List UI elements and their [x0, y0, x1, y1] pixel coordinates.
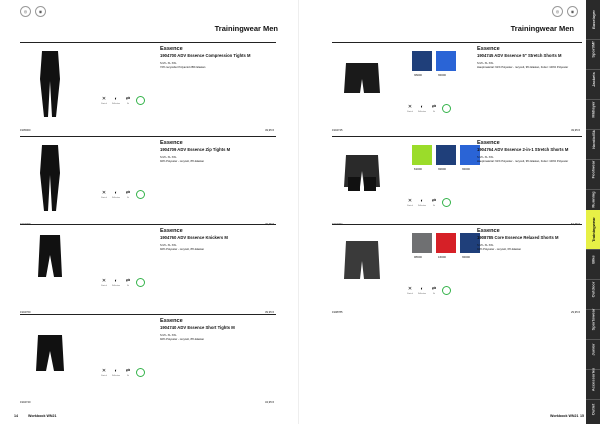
product-image-relaxed-shorts [342, 235, 382, 285]
article-number: 1904709 [20, 223, 31, 226]
product-material: 92% Polyester - recycelt, 8% Elastan [160, 338, 205, 341]
product-subtitle: 1908785 Core Essence Relaxed Shorts M [477, 235, 559, 240]
product-card[interactable] [332, 224, 582, 318]
feature-icons: ✕ Stretch ◐ Reflection ⇄ Fit [100, 367, 145, 377]
brand-seal-icon: ◉ [567, 6, 578, 17]
product-card[interactable] [20, 136, 276, 230]
product-sizes: S M L XL XXL [160, 244, 177, 247]
price: 29,95 € [571, 311, 580, 314]
stretch-icon: ✕ [407, 198, 413, 204]
recycled-icon [136, 278, 145, 287]
recycled-icon [442, 104, 451, 113]
product-image-stretch-shorts [342, 53, 382, 103]
logo-row [20, 6, 46, 17]
article-number: 1908785 [332, 311, 343, 314]
recycled-icon [136, 368, 145, 377]
article-number: 1905000 [20, 129, 31, 132]
product-card[interactable] [332, 136, 582, 230]
product-material: 94% Polyester - recycelt, 6% Elastan [477, 248, 522, 251]
product-name: Essence [160, 228, 183, 234]
reflection-icon: ◐ [420, 198, 424, 204]
article-number: 1904745 [332, 129, 343, 132]
page-title: Trainingwear Men [510, 24, 574, 33]
product-image-2in1-shorts [342, 147, 382, 197]
fit-icon: ⇄ [125, 278, 131, 284]
product-image-compression-tights [34, 49, 66, 119]
logo-row [552, 6, 578, 17]
reflection-icon: ◐ [114, 368, 118, 374]
product-subtitle: 1904764 ADV Essence 2-in-1 Stretch Shorts M [477, 147, 569, 152]
feature-icons: ✕ Stretch ◐ Reflection ⇄ Fit [406, 197, 451, 207]
product-name: Essence [477, 46, 500, 52]
reflection-icon: ◐ [420, 286, 424, 292]
category-index-sidebar [586, 0, 600, 424]
swatch-grey[interactable]: 985000 [412, 233, 432, 253]
product-card[interactable] [20, 224, 276, 318]
stretch-icon: ✕ [101, 368, 107, 374]
reflection-icon: ◐ [114, 190, 118, 196]
brand-seal-icon: ◉ [35, 6, 46, 17]
right-page [304, 0, 586, 424]
product-card[interactable] [20, 42, 276, 136]
article-number: 1904764 [332, 223, 343, 226]
page-number: 15 [580, 414, 584, 418]
swatch-lime[interactable]: 810000 [412, 145, 432, 165]
product-name: Essence [477, 228, 500, 234]
tab-sport[interactable]: Sport/Mf [586, 30, 600, 70]
price: 49,95 € [265, 129, 274, 132]
recycled-icon [136, 190, 145, 199]
stretch-icon: ✕ [407, 286, 413, 292]
product-name: Essence [477, 140, 500, 146]
tab-baselayer[interactable]: Baselayer [586, 0, 600, 40]
product-material: Hauptmaterial: 91% Polyester - recycelt, 9% Elastan, Futter: 100% Polyester [477, 66, 569, 69]
tab-junior[interactable]: Junior [586, 330, 600, 370]
product-subtitle: 1904745 ADV Essence 5" Stretch Shorts M [477, 53, 562, 58]
product-subtitle: 1904709 ADV Essence Zip Tights M [160, 147, 231, 152]
gutter [298, 0, 299, 424]
product-material: 72% recycelter Polyamid 28% Elastan [160, 66, 206, 69]
product-sizes: S M L XL XXL [160, 334, 177, 337]
price: 49,95 € [571, 129, 580, 132]
product-material: 92% Polyester - recycelt, 8% Elastan [160, 160, 205, 163]
product-material: Hauptmaterial: 91% Polyester - recycelt, 9% Elastan, Futter: 100% Polyester [477, 160, 569, 163]
tab-bike[interactable]: Bike [586, 240, 600, 280]
reflection-icon: ◐ [420, 104, 424, 110]
craft-logo-icon: ◎ [20, 6, 31, 17]
product-card[interactable] [20, 314, 276, 408]
product-image-knickers [34, 231, 66, 301]
fit-icon: ⇄ [125, 96, 131, 102]
footer-title: Workbook WN21 [28, 414, 57, 418]
tab-outdoor[interactable]: Outdoor [586, 270, 600, 310]
swatch-navy[interactable]: 360000 [460, 233, 480, 253]
product-name: Essence [160, 318, 183, 324]
fit-icon: ⇄ [125, 368, 131, 374]
tab-jackets[interactable]: Jackets [586, 60, 600, 100]
color-swatches [412, 51, 456, 77]
reflection-icon: ◐ [114, 96, 118, 102]
product-sizes: S M L XL XXL [477, 62, 494, 65]
stretch-icon: ✕ [101, 96, 107, 102]
recycled-icon [442, 286, 451, 295]
recycled-icon [136, 96, 145, 105]
stretch-icon: ✕ [407, 104, 413, 110]
price: 54,95 € [571, 223, 580, 226]
tab-footwear[interactable]: Footwear [586, 150, 600, 190]
fit-icon: ⇄ [431, 286, 437, 292]
price: 39,95 € [265, 311, 274, 314]
product-name: Essence [160, 140, 183, 146]
swatch-navy[interactable]: 389000 [412, 51, 432, 71]
color-swatches [412, 233, 480, 259]
product-subtitle: 1904740 ADV Essence Short Tights M [160, 325, 235, 330]
left-page [0, 0, 296, 424]
swatch-blue[interactable]: 360000 [460, 145, 480, 165]
product-sizes: S M L XL XXL [160, 156, 177, 159]
page-number: 14 [14, 414, 18, 418]
tab-midlayer[interactable]: Midlayer [586, 90, 600, 130]
feature-icons: ✕ Stretch ◐ Reflection ⇄ Fit [100, 277, 145, 287]
stretch-icon: ✕ [101, 278, 107, 284]
tab-running[interactable]: Running [586, 180, 600, 220]
color-swatches [412, 145, 480, 171]
product-image-short-tights [34, 321, 66, 391]
product-subtitle: 1904700 ADV Essence Compression Tights M [160, 53, 251, 58]
swatch-navy[interactable]: 396000 [436, 145, 456, 165]
page-title: Trainingwear Men [214, 24, 278, 33]
fit-icon: ⇄ [431, 198, 437, 204]
swatch-blue[interactable]: 360000 [436, 51, 456, 71]
craft-logo-icon: ◎ [552, 6, 563, 17]
price: 49,95 € [265, 223, 274, 226]
tab-outlet[interactable]: Outlet [586, 390, 600, 424]
product-subtitle: 1904760 ADV Essence Knickers M [160, 235, 228, 240]
tab-trainingwear[interactable]: Trainingwear [586, 210, 600, 250]
feature-icons: ✕ Stretch ◐ Reflection ⇄ Fit [100, 95, 145, 105]
stretch-icon: ✕ [101, 190, 107, 196]
reflection-icon: ◐ [114, 278, 118, 284]
tab-sportswear[interactable]: Sportswear [586, 300, 600, 340]
tab-accessories[interactable]: Accessories [586, 360, 600, 400]
article-number: 1904740 [20, 401, 31, 404]
price: 34,95 € [265, 401, 274, 404]
feature-icons: ✕ Stretch ◐ Reflection ⇄ Fit [100, 189, 145, 199]
recycled-icon [442, 198, 451, 207]
product-sizes: S M L XL XXL [160, 62, 177, 65]
product-image-zip-tights [34, 143, 66, 213]
swatch-red[interactable]: 430000 [436, 233, 456, 253]
article-number: 1904760 [20, 311, 31, 314]
fit-icon: ⇄ [125, 190, 131, 196]
product-sizes: S M L XL XXL [477, 156, 494, 159]
product-name: Essence [160, 46, 183, 52]
feature-icons: ✕ Stretch ◐ Reflection ⇄ Fit [406, 103, 451, 113]
product-material: 92% Polyester - recycelt, 8% Elastan [160, 248, 205, 251]
footer-title: Workbook WN21 [550, 414, 579, 418]
fit-icon: ⇄ [431, 104, 437, 110]
product-sizes: S M L XL XXL [477, 244, 494, 247]
feature-icons: ✕ Stretch ◐ Reflection ⇄ Fit [406, 285, 451, 295]
product-card[interactable] [332, 42, 582, 136]
tab-nordic[interactable]: Nordic/Sk [586, 120, 600, 160]
